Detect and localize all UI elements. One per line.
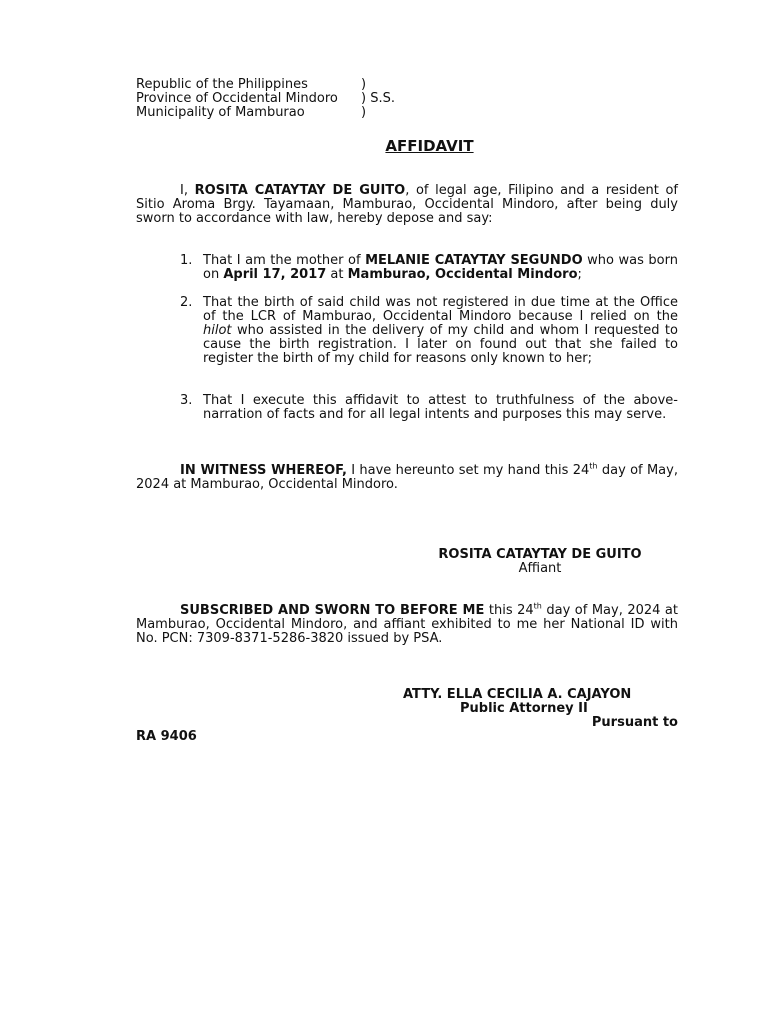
venue-line-republic: Republic of the Philippines ) bbox=[136, 77, 367, 92]
jurat-paragraph: SUBSCRIBED AND SWORN TO BEFORE ME this 24th day of May, 2024 at Mamburao, Occidental Mindoro, and affiant exhibited to me her National ID with No. PCN: 7309-8371-5286-3820 issued by PSA. bbox=[136, 601, 678, 646]
venue-block bbox=[136, 78, 436, 120]
child-name: MELANIE CATAYTAY SEGUNDO bbox=[365, 253, 583, 268]
venue-line-municipality: Municipality of Mamburao ) bbox=[136, 105, 367, 120]
affiant-name: ROSITA CATAYTAY DE GUITO bbox=[438, 547, 642, 562]
list-item-3: 3. That I execute this affidavit to attest to truthfulness of the above-narration of facts and for all legal intents and purposes this may serve. bbox=[180, 393, 678, 422]
list-item-1: 1. That I am the mother of MELANIE CATAYTAY SEGUNDO who was born on April 17, 2017 at Mamburao, Occidental Mindoro; bbox=[180, 253, 678, 282]
attorney-pursuant: Pursuant to bbox=[591, 715, 678, 730]
document-title: AFFIDAVIT bbox=[385, 137, 474, 155]
list-item-2: 2. That the birth of said child was not registered in due time at the Office of the LCR of Mamburao, Occidental Mindoro because I relied on the hilot who assisted in the delivery of my child and whom I requested to cause the birth registration. I later on found out that she failed to register the birth of my child for reasons only known to her; bbox=[180, 295, 678, 366]
affiant-role: Affiant bbox=[518, 561, 562, 576]
attorney-name: ATTY. ELLA CECILIA A. CAJAYON bbox=[403, 687, 632, 702]
venue-line-province: Province of Occidental Mindoro ) S.S. bbox=[136, 91, 395, 106]
hilot-term: hilot bbox=[203, 323, 232, 338]
witness-paragraph: IN WITNESS WHEREOF, I have hereunto set my hand this 24th day of May, 2024 at Mamburao, Occidental Mindoro. bbox=[136, 461, 678, 492]
attorney-title: Public Attorney II bbox=[460, 701, 588, 716]
attorney-ra: RA 9406 bbox=[136, 729, 197, 744]
affiant-name-inline: ROSITA CATAYTAY DE GUITO bbox=[194, 183, 406, 198]
birth-date: April 17, 2017 bbox=[223, 267, 327, 282]
affiant-signature-block bbox=[420, 548, 660, 576]
intro-paragraph: I, ROSITA CATAYTAY DE GUITO, of legal age, Filipino and a resident of Sitio Aroma Brgy. Tayamaan, Mamburao, Occidental Mindoro, after being duly sworn to accordance with law, hereby depose and say: bbox=[136, 183, 679, 226]
birth-place: Mamburao, Occidental Mindoro bbox=[347, 267, 578, 282]
